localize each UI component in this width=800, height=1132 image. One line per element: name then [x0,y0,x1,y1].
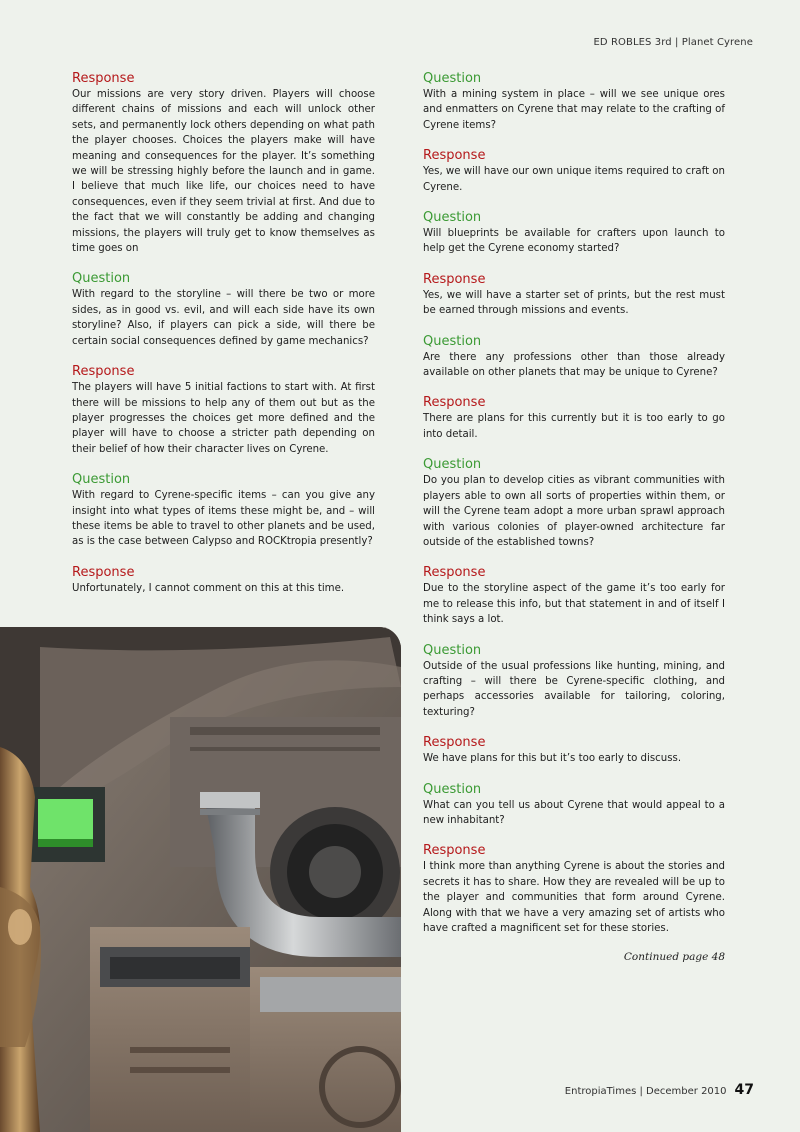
question-text: Do you plan to develop cities as vibrant communities with players able to own all sorts of properties within them, or will the Cyrene team adopt a more urban sprawl approach with various colonies of player-owned architecture far outside of the established towns? [423,475,725,548]
question-block [423,781,725,829]
question-text: With regard to Cyrene-specific items – can you give any insight into what types of items these might be, and – will these items be able to travel to other planets and be used, as is the case between Calypso and ROCKtropia presently? [72,490,375,548]
question-block [423,209,725,257]
page-footer [565,1082,754,1098]
response-text: The players will have 5 initial factions to start with. At first there will be missions to help any of them out but as the player progresses the choices get more defined and the player will have to choose a stricter path depending on their belief of how their character lives on Cyrene. [72,382,375,455]
response-block [423,147,725,195]
page-number: 47 [734,1082,754,1098]
question-text: Outside of the usual professions like hunting, mining, and crafting – will there be Cyrene-specific clothing, and perhaps accessories available for tailoring, coloring, texturing? [423,660,725,718]
response-block [423,734,725,766]
question-block [423,333,725,381]
response-block [423,842,725,936]
response-text: Our missions are very story driven. Players will choose different chains of missions and each will unlock other sets, and permanently lock others depending on what path the player chooses. Choices the players make will have meaning and consequences for the player. It’s something we will be stressing highly before the launch and in game. I believe that much like life, our choices need to have consequences, even if they seem trivial at first. And due to the fact that we will constantly be adding and changing missions, the players will truly get to know themselves as time goes on [72,89,375,255]
response-text: Yes, we will have a starter set of prints, but the rest must be earned through missions and events. [423,289,725,317]
question-label: Question [72,472,131,488]
question-label: Question [423,781,482,797]
question-label: Question [423,642,482,658]
response-label: Response [423,735,486,751]
question-text: What can you tell us about Cyrene that would appeal to a new inhabitant? [423,799,725,826]
question-text: With a mining system in place – will we see unique ores and enmatters on Cyrene that may relate to the crafting of Cyrene items? [423,89,725,131]
question-label: Question [72,271,131,287]
question-block [423,70,725,133]
question-label: Question [423,457,482,473]
question-label: Question [423,210,482,226]
question-block [72,471,375,550]
response-label: Response [423,148,486,164]
running-header: ED ROBLES 3rd | Planet Cyrene [593,37,753,48]
question-block [72,270,375,349]
question-text: Will blueprints be available for crafters upon launch to help get the Cyrene economy started? [423,228,725,255]
response-block [72,363,375,457]
response-text: Unfortunately, I cannot comment on this at this time. [72,582,345,594]
response-label: Response [72,364,135,380]
response-label: Response [423,565,486,581]
response-block [423,564,725,627]
question-label: Question [423,333,482,349]
question-label: Question [423,71,482,86]
response-text: There are plans for this currently but it is too early to go into detail. [423,413,725,440]
continued-note: Continued page 48 [623,951,725,964]
sci-fi-interior-illustration [0,627,401,1132]
response-block [72,70,375,256]
response-label: Response [72,564,135,580]
question-text: Are there any professions other than those already available on other planets that may be unique to Cyrene? [423,351,725,379]
response-label: Response [423,271,486,287]
right-column [423,70,725,966]
response-text: We have plans for this but it’s too early to discuss. [423,753,682,765]
response-text: Yes, we will have our own unique items required to craft on Cyrene. [423,166,725,193]
illustration-graphic [0,627,401,1132]
response-block [423,394,725,442]
response-text: Due to the storyline aspect of the game it’s too early for me to release this info, but that statement in and of itself I think says a lot. [423,583,725,626]
response-block [72,564,375,596]
response-label: Response [423,843,486,859]
response-text: I think more than anything Cyrene is about the stories and secrets it has to share. How they are revealed will be up to the player and communities that form around Cyrene. Along with that we have a very amazing set of artists who have crafted a magnificent set for these stories. [423,861,725,934]
question-text: With regard to the storyline – will there be two or more sides, as in good vs. evil, and will each side have its own storyline? Also, if players can pick a side, will there be certain social consequences defined by game mechanics? [72,289,375,347]
response-label: Response [423,395,486,411]
response-label: Response [72,71,135,86]
publication-info: EntropiaTimes | December 2010 [564,1086,727,1097]
left-column [72,70,375,610]
question-block [423,642,725,721]
question-block [423,456,725,550]
response-block [423,271,725,319]
